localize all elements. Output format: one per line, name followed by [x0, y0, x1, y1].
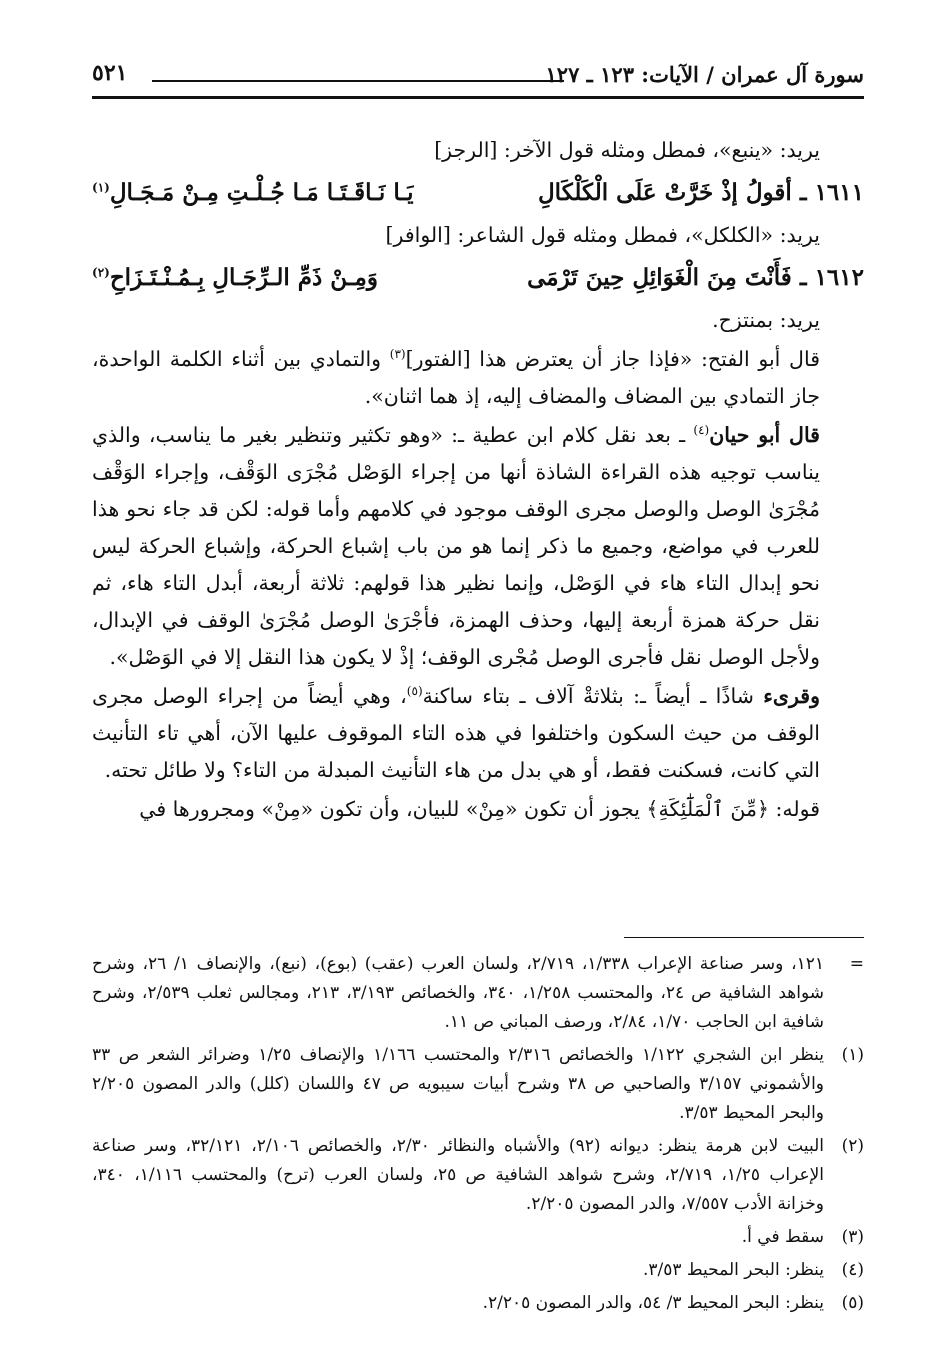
- verse-number: ١٦١٢ ـ: [799, 264, 864, 291]
- verse-number: ١٦١١ ـ: [799, 179, 864, 206]
- footnote-ref[interactable]: (٣): [389, 347, 406, 362]
- footnotes: [92, 950, 864, 1322]
- verse-1612: [92, 256, 864, 300]
- verse-1611-first-hemistich: [538, 171, 864, 215]
- footnote-mark: (١): [841, 1045, 864, 1065]
- lead-term: وقرىء: [763, 684, 820, 708]
- header-rule-short: [152, 80, 564, 82]
- footnote-mark: =: [849, 954, 864, 974]
- hemistich-text: فَأَنْتَ مِنَ الْغَوَائِلِ حِينَ تَرْمَى: [527, 264, 792, 291]
- hemistich-text: وَمِـنْ ذَمِّ الـرِّجَـالِ بِـمُـنْـتَـزَاحِ: [109, 264, 378, 291]
- text-run: شاذًا ـ أيضاً ـ: بثلاثةْ آلاف ـ بتاء ساكنة: [422, 684, 764, 708]
- page-number: ٥٢١: [92, 60, 128, 86]
- lead-term: قال أبو حيان: [709, 423, 820, 447]
- footnote-4: [92, 1256, 864, 1285]
- footnote-text: البيت لابن هرمة ينظر: ديوانه (٩٢) والأشباه والنظائر ٢/٣٠، والخصائص ٢/١٠٦، ٣٢/١٢١، وسر صناعة الإعراب ١/٢٥، ٢/٧١٩، وشرح شواهد الشافية ص ٢٥، ولسان العرب (ترح) والمحتسب ١/١١٦، ٣٤٠، وخزانة الأدب ٧/٥٥٧، والدر المصون ٢/٢٠٥.: [92, 1136, 825, 1214]
- text-run: قال أبو الفتح: «فإذا جاز أن يعترض هذا [الفتور]: [405, 347, 820, 371]
- text-run: ـ بعد نقل كلام ابن عطية ـ: «وهو تكثير وتنظير بغير ما يناسب، والذي يناسب توجيه هذه القراءة الشاذة أنها من إجراء الوَصْل مُجْرَى الوَقْف، وإجراء الوَقْف مُجْرَىٰ الوصل والوصل مجرى الوقف موجود في كلامهم وأما قوله: لكن قد جاء نحو هذا للعرب في مواضع، وجميع ما ذكر إنما هو من باب إشباع الحركة، وإشباع الحركة ليس نحو إبدال التاء هاء في الوَصْل، وإنما نظير هذا قولهم: ثلاثة أربعة، أبدل التاء هاء، ثم نقل حركة همزة أربعة إليها، وحذف الهمزة، فأجْرَىٰ الوصل مُجْرَىٰ الوقف في الإبدال، ولأجل الوصل نقل فأجرى الوصل مُجْرى الوقف؛ إذْ لا يكون هذا النقل إلا في الوَصْل».: [92, 423, 820, 669]
- paragraph-3: يريد: بمنتزح.: [712, 308, 820, 332]
- footnote-text: ينظر: البحر المحيط ٣/ ٥٤، والدر المصون ٢/٢٠٥.: [482, 1293, 824, 1313]
- footnote-text: سقط في أ.: [741, 1227, 824, 1247]
- hemistich-text: أقولُ إذْ خَرَّتْ عَلَى الْكَلْكَالِ: [537, 179, 792, 206]
- paragraph-6: [92, 678, 864, 789]
- verse-1611: [92, 171, 864, 215]
- footnote-3: [92, 1223, 864, 1252]
- footnote-ref[interactable]: (٤): [693, 423, 710, 438]
- hemistich-text: يَـا نَـاقَـتَـا مَـا جُـلْـتِ مِـنْ مَـجَـالِ: [109, 179, 414, 206]
- footnote-mark: (٢): [841, 1136, 864, 1156]
- main-text: [92, 132, 864, 830]
- header-rule: [92, 96, 864, 99]
- running-title: سورة آل عمران / الآيات: ١٢٣ ـ ١٢٧: [545, 62, 864, 87]
- footnote-mark: (٤): [841, 1260, 864, 1280]
- verse-1612-first-hemistich: [527, 256, 864, 300]
- paragraph-4: [92, 341, 864, 415]
- verse-1612-second-hemistich: [92, 256, 378, 300]
- footnote-mark: (٥): [841, 1293, 864, 1313]
- footnote-ref[interactable]: (٢): [92, 265, 110, 280]
- footnote-text: ١٢١، وسر صناعة الإعراب ١/٣٣٨، ٢/٧١٩، ولسان العرب (عقب) (بوع)، (نبع)، والإنصاف ١/ ٢٦، وشرح شواهد الشافية ص ٢٤، والمحتسب ١/٢٥٨، ٣٤٠، والخصائص ٣/١٩٣، ٢١٣، ومجالس ثعلب ٢/٥٣٩، وشرح شافية ابن الحاجب ١/٧٠، ٢/٨٤، ورصف المباني ص ١١.: [92, 954, 825, 1032]
- text-run: ، وهي أيضاً من إجراء الوصل مجرى الوقف من حيث السكون واختلفوا في هذه التاء الموقوف عليها الآن، أهي تاء التأنيث التي كانت، فسكنت فقط، أو هي بدل من هاء التأنيث المبدلة من التاء؟ ولا طائل تحته.: [92, 684, 820, 782]
- footnote-1: [92, 1041, 864, 1128]
- paragraph-7: قوله: ﴿مِّنَ ٱلْمَلَٰٓئِكَةِ﴾ يجوز أن تكون «مِنْ» للبيان، وأن تكون «مِنْ» ومجرورها في: [139, 797, 820, 821]
- paragraph-1: يريد: «ينبع»، فمطل ومثله قول الآخر: [الرجز]: [434, 138, 820, 162]
- running-header: [92, 58, 864, 94]
- footnote-text: ينظر: البحر المحيط ٣/٥٣.: [642, 1260, 824, 1280]
- paragraph-5: [92, 417, 864, 676]
- footnote-ref[interactable]: (١): [92, 180, 110, 195]
- verse-1611-second-hemistich: [92, 171, 413, 215]
- footnote-5: [92, 1289, 864, 1318]
- footnote-text: ينظر ابن الشجري ١/١٢٢ والخصائص ٢/٣١٦ والمحتسب ١/١٦٦ والإنصاف ١/٢٥ وضرائر الشعر ص ٣٣ والأشموني ٣/١٥٧ والصاحبي ص ٣٨ وشرح أبيات سيبويه ص ٤٧ واللسان (كلل) والدر المصون ٢/٢٠٥ والبحر المحيط ٣/٥٣.: [92, 1045, 824, 1123]
- paragraph-2: يريد: «الكلكل»، فمطل ومثله قول الشاعر: [الوافر]: [385, 223, 820, 247]
- footnote-rule: [624, 937, 864, 938]
- footnote-ref[interactable]: (٥): [406, 684, 423, 699]
- footnote-2: [92, 1132, 864, 1219]
- footnote-continued: [92, 950, 864, 1037]
- footnote-mark: (٣): [841, 1227, 864, 1247]
- text-run: والتمادي بين أثناء الكلمة الواحدة، جاز التمادي بين المضاف والمضاف إليه، إذ هما اثنان».: [92, 347, 820, 408]
